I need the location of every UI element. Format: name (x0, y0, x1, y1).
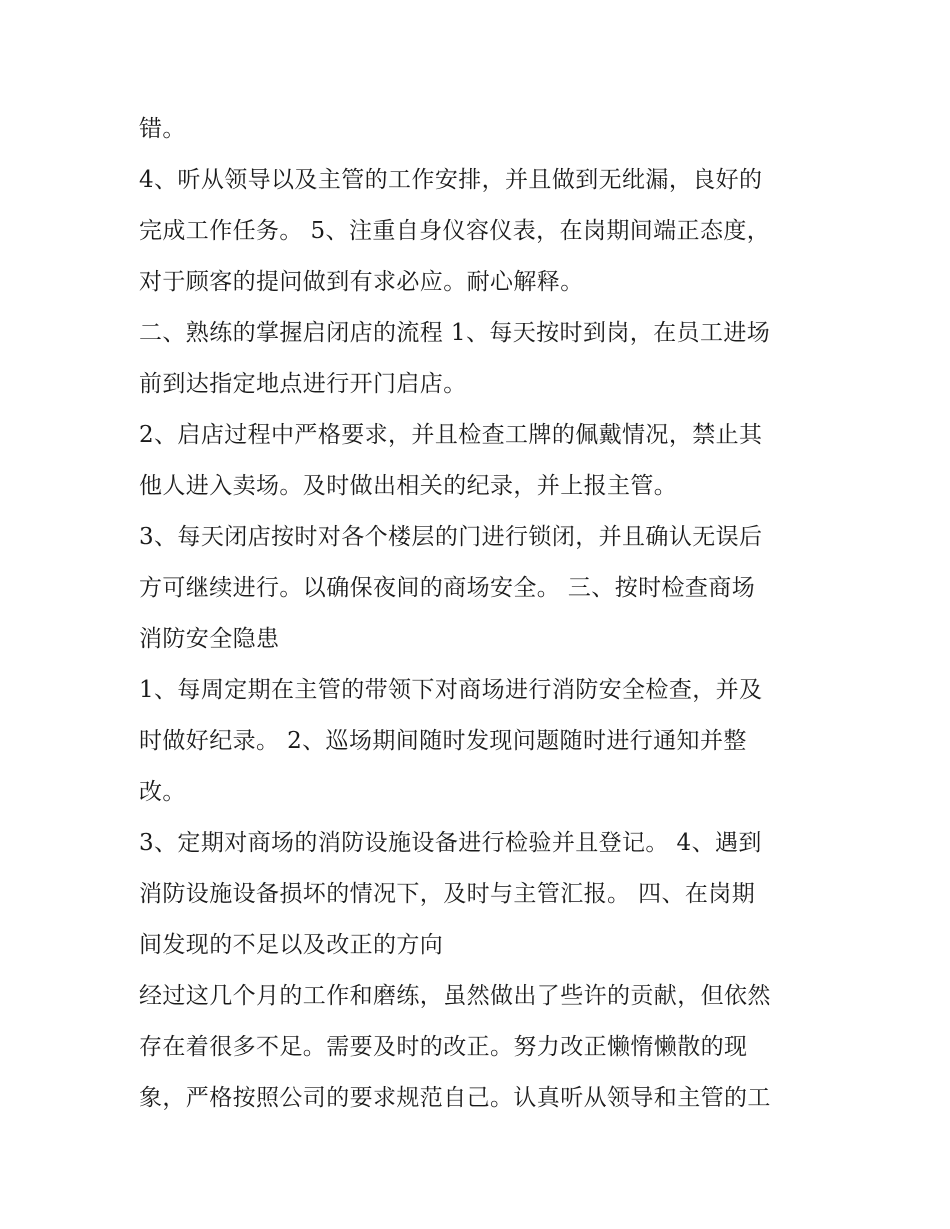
text-line: 3、每天闭店按时对各个楼层的门进行锁闭，并且确认无误后 (139, 524, 763, 550)
text-line: 改。 (139, 779, 186, 805)
text-line: 时做好纪录。 2、巡场期间随时发现问题随时进行通知并整 (139, 728, 747, 754)
body-text (139, 104, 829, 1124)
text-line: 经过这几个月的工作和磨练，虽然做出了些许的贡献，但依然 (139, 983, 771, 1009)
text-line: 消防设施设备损坏的情况下，及时与主管汇报。 四、在岗期 (139, 881, 756, 907)
text-line: 方可继续进行。以确保夜间的商场安全。 三、按时检查商场 (139, 575, 756, 601)
text-line: 对于顾客的提问做到有求必应。耐心解释。 (139, 269, 584, 295)
text-line: 存在着很多不足。需要及时的改正。努力改正懒惰懒散的现 (139, 1034, 748, 1060)
text-line: 象，严格按照公司的要求规范自己。认真听从领导和主管的工 (139, 1085, 771, 1111)
text-line: 3、定期对商场的消防设施设备进行检验并且登记。 4、遇到 (139, 830, 762, 856)
text-line: 2、启店过程中严格要求，并且检查工牌的佩戴情况，禁止其 (139, 422, 763, 448)
text-line: 完成工作任务。 5、注重自身仪容仪表，在岗期间端正态度， (139, 218, 771, 244)
text-line: 间发现的不足以及改正的方向 (139, 932, 444, 958)
text-line: 错。 (139, 116, 186, 142)
text-line: 消防安全隐患 (139, 626, 280, 652)
text-line: 他人进入卖场。及时做出相关的纪录，并上报主管。 (139, 473, 678, 499)
text-line: 4、听从领导以及主管的工作安排，并且做到无纰漏，良好的 (139, 167, 763, 193)
text-line: 1、每周定期在主管的带领下对商场进行消防安全检查，并及 (139, 677, 763, 703)
text-line: 二、熟练的掌握启闭店的流程 1、每天按时到岗，在员工进场 (139, 320, 771, 346)
text-line: 前到达指定地点进行开门启店。 (139, 371, 467, 397)
